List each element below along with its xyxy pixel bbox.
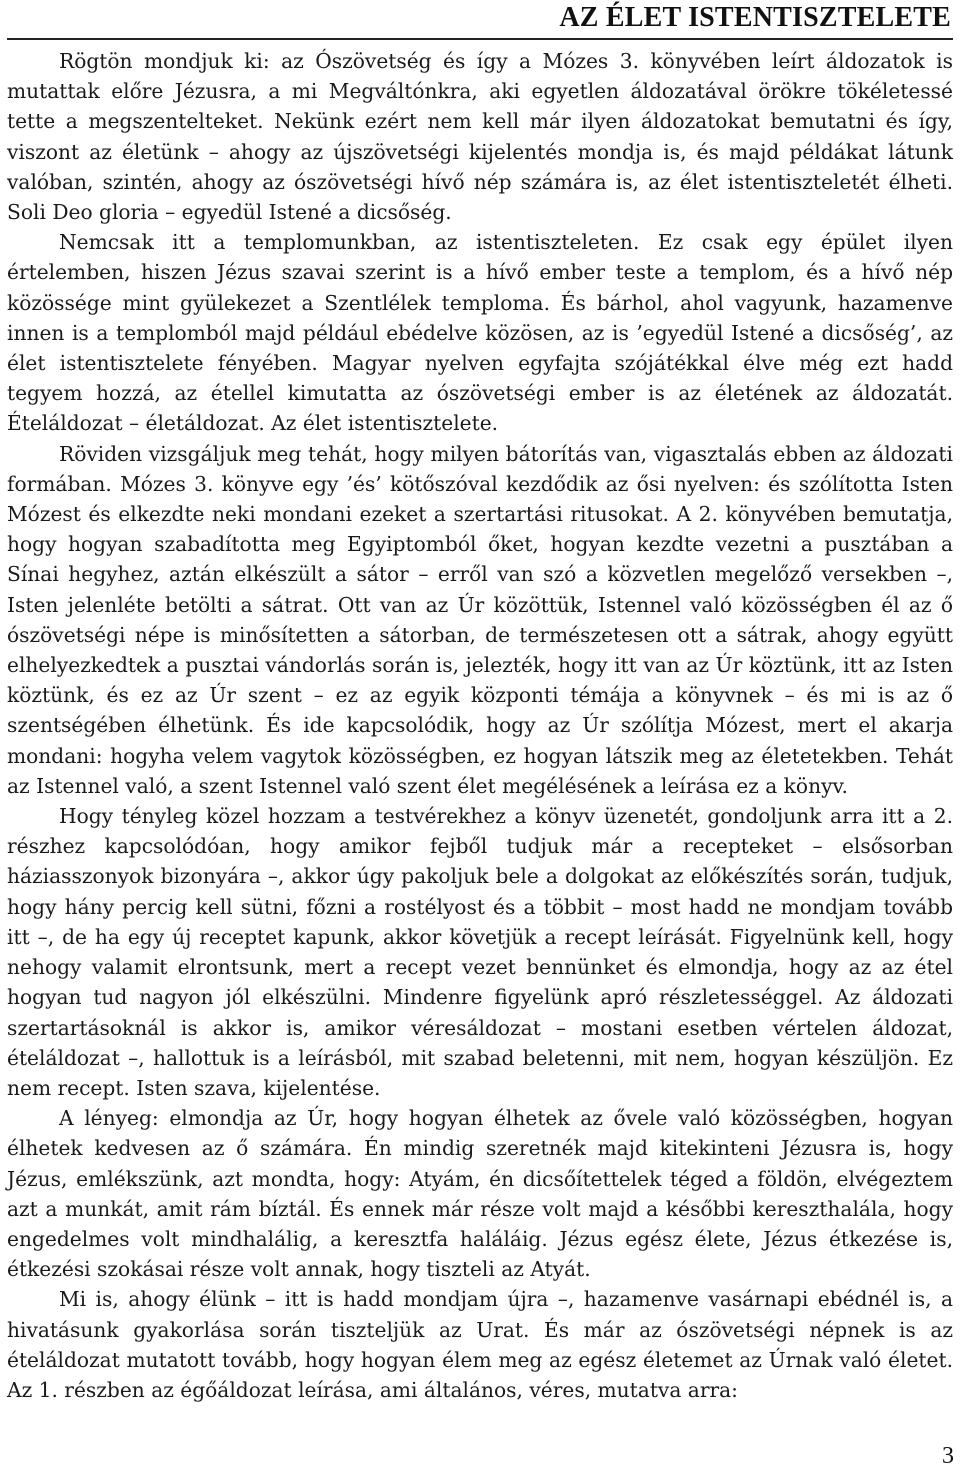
header-title: AZ ÉLET ISTENTISZTELETE bbox=[559, 2, 951, 33]
body-text bbox=[7, 46, 953, 1405]
paragraph-1: Rögtön mondjuk ki: az Ószövetség és így a Mózes 3. könyvében leírt áldozatok is mutattak előre Jézusra, a mi Megváltónkra, aki egyetlen áldozatával örökre tökéletessé tette a megszentelteket. Nekünk ezért nem kell már ilyen áldozatokat bemutatni és így, viszont az életünk – ahogy az újszövetségi kijelentés mondja is, és majd példákat látunk valóban, szintén, ahogy az ószövetségi hívő nép számára is, az élet istentiszteletét élheti. Soli Deo gloria – egyedül Istené a dicsőség. bbox=[7, 49, 953, 225]
paragraph-5: A lényeg: elmondja az Úr, hogy hogyan élhetek az ővele való közösségben, hogyan élhetek kedvesen az ő számára. Én mindig szeretnék majd kitekinteni Jézusra is, hogy Jézus, emlékszünk, azt mondta, hogy: Atyám, én dicsőítettelek téged a földön, elvégeztem azt a munkát, amit rám bíztál. És ennek már része volt majd a későbbi kereszthalála, hogy engedelmes volt mindhalálig, a keresztfa haláláig. Jézus egész élete, Jézus étkezése is, étkezési szokásai része volt annak, hogy tiszteli az Atyát. bbox=[7, 1106, 953, 1282]
paragraph-3: Röviden vizsgáljuk meg tehát, hogy milyen bátorítás van, vigasztalás ebben az áldozati formában. Mózes 3. könyve egy ’és’ kötőszóval kezdődik az ősi nyelven: és szólította Isten Mózest és elkezdte neki mondani ezeket a szertartási ritusokat. A 2. könyvében bemutatja, hogy hogyan szabadította meg Egyiptomból őket, hogyan kezdte vezetni a pusztában a Sínai hegyhez, aztán elkészült a sátor – erről van szó a közvetlen megelőző versekben –, Isten jelenléte betölti a sátrat. Ott van az Úr közöttük, Istennel való közösségben él az ő ószövetségi népe is minősítetten a sátorban, de természetesen ott a sátrak, ahogy együtt elhelyezkedtek a pusztai vándorlás során is, jelezték, hogy itt van az Úr köztünk, itt az Isten köztünk, és ez az Úr szent – ez az egyik központi témája a könyvnek – és mi is az ő szentségében élhetünk. És ide kapcsolódik, hogy az Úr szólítja Mózest, mert el akarja mondani: hogyha velem vagytok közösségben, ez hogyan látszik meg az életetekben. Tehát az Istennel való, a szent Istennel való szent élet megélésének a leírása ez a könyv. bbox=[7, 441, 953, 798]
paragraph-6: Mi is, ahogy élünk – itt is hadd mondjam újra –, hazamenve vasárnapi ebédnél is, a hivatásunk gyakorlása során tiszteljük az Urat. És már az ószövetségi népnek is az ételáldozat mutatott tovább, hogy hogyan élem meg az egész életemet az Úrnak való életet. Az 1. részben az égőáldozat leírása, ami általános, véres, mutatva arra: bbox=[7, 1287, 953, 1402]
paragraph-2: Nemcsak itt a templomunkban, az istentiszteleten. Ez csak egy épület ilyen értelemben, hiszen Jézus szavai szerint is a hívő ember teste a templom, és a hívő nép közössége mint gyülekezet a Szentlélek temploma. És bárhol, ahol vagyunk, hazamenve innen is a templomból majd például ebédelve közösen, az is ’egyedül Istené a dicsőség’, az élet istentisztelete fényében. Magyar nyelven egyfajta szójátékkal élve még ezt hadd tegyem hozzá, az étellel kimutatta az ószövetségi ember is az életének az áldozatát. Ételáldozat – életáldozat. Az élet istentisztelete. bbox=[7, 230, 953, 436]
paragraph-4: Hogy tényleg közel hozzam a testvérekhez a könyv üzenetét, gondoljunk arra itt a 2. részhez kapcsolódóan, hogy amikor fejből tudjuk már a recepteket – elsősorban háziasszonyok bizonyára –, akkor úgy pakoljuk bele a dolgokat az előkészítés során, tudjuk, hogy hány percig kell sütni, főzni a rostélyost és a többit – most hadd ne mondjam tovább itt –, de ha egy új receptet kapunk, akkor követjük a recept leírását. Figyelnünk kell, hogy nehogy valamit elrontsunk, mert a recept vezet bennünket és elmondja, hogy az az étel hogyan tud nagyon jól elkészülni. Mindenre figyelünk apró részletességgel. Az áldozati szertartásoknál is akkor is, amikor véresáldozat – mostani esetben vértelen áldozat, ételáldozat –, hallottuk is a leírásból, mit szabad beletenni, mit nem, hogyan készüljön. Ez nem recept. Isten szava, kijelentése. bbox=[7, 804, 953, 1100]
running-header bbox=[7, 0, 953, 40]
page-number: 3 bbox=[942, 1443, 954, 1469]
